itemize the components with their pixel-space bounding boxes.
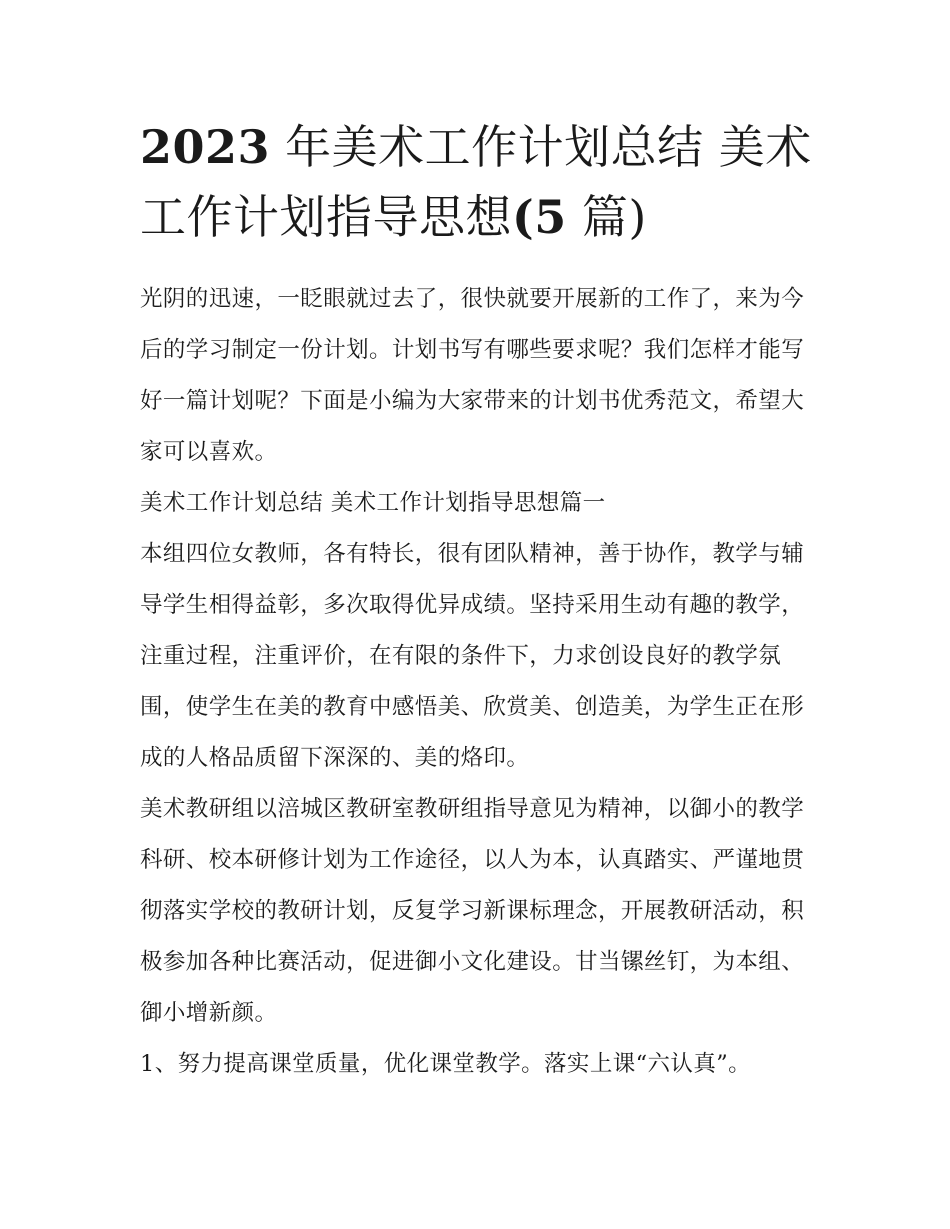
document-body xyxy=(140,274,820,1090)
section-heading: 美术工作计划总结 美术工作计划指导思想篇一 xyxy=(140,490,606,516)
title-text: 年美术工作计划总结 美术工作计划指导思想 xyxy=(140,120,812,244)
body-paragraph: 美术教研组以涪城区教研室教研组指导意见为精神，以御小的教学科研、校本研修计划为工作途径，以人为本，认真踏实、严谨地贯彻落实学校的教研计划，反复学习新课标理念，开展教研活动，积极参加各种比赛活动，促进御小文化建设。甘当镙丝钉，为本组、御小增新颜。 xyxy=(140,796,805,1026)
body-paragraph: 本组四位女教师，各有特长，很有团队精神，善于协作，教学与辅导学生相得益彰，多次取得优异成绩。坚持采用生动有趣的教学，注重过程，注重评价，在有限的条件下，力求创设良好的教学氛围，使学生在美的教育中感悟美、欣赏美、创造美，为学生正在形成的人格品质留下深深的、美的烙印。 xyxy=(140,541,805,771)
intro-paragraph: 光阴的迅速，一眨眼就过去了，很快就要开展新的工作了，来为今后的学习制定一份计划。计划书写有哪些要求呢？我们怎样才能写好一篇计划呢？下面是小编为大家带来的计划书优秀范文，希望大家可以喜欢。 xyxy=(140,286,805,465)
list-item: 1、努力提高课堂质量，优化课堂教学。落实上课“六认真”。 xyxy=(140,1051,752,1077)
title-end: 篇) xyxy=(566,190,647,244)
document-title xyxy=(140,112,820,252)
title-year: 2023 xyxy=(140,120,271,174)
document-page xyxy=(140,112,820,1090)
title-count: (5 xyxy=(512,190,567,244)
